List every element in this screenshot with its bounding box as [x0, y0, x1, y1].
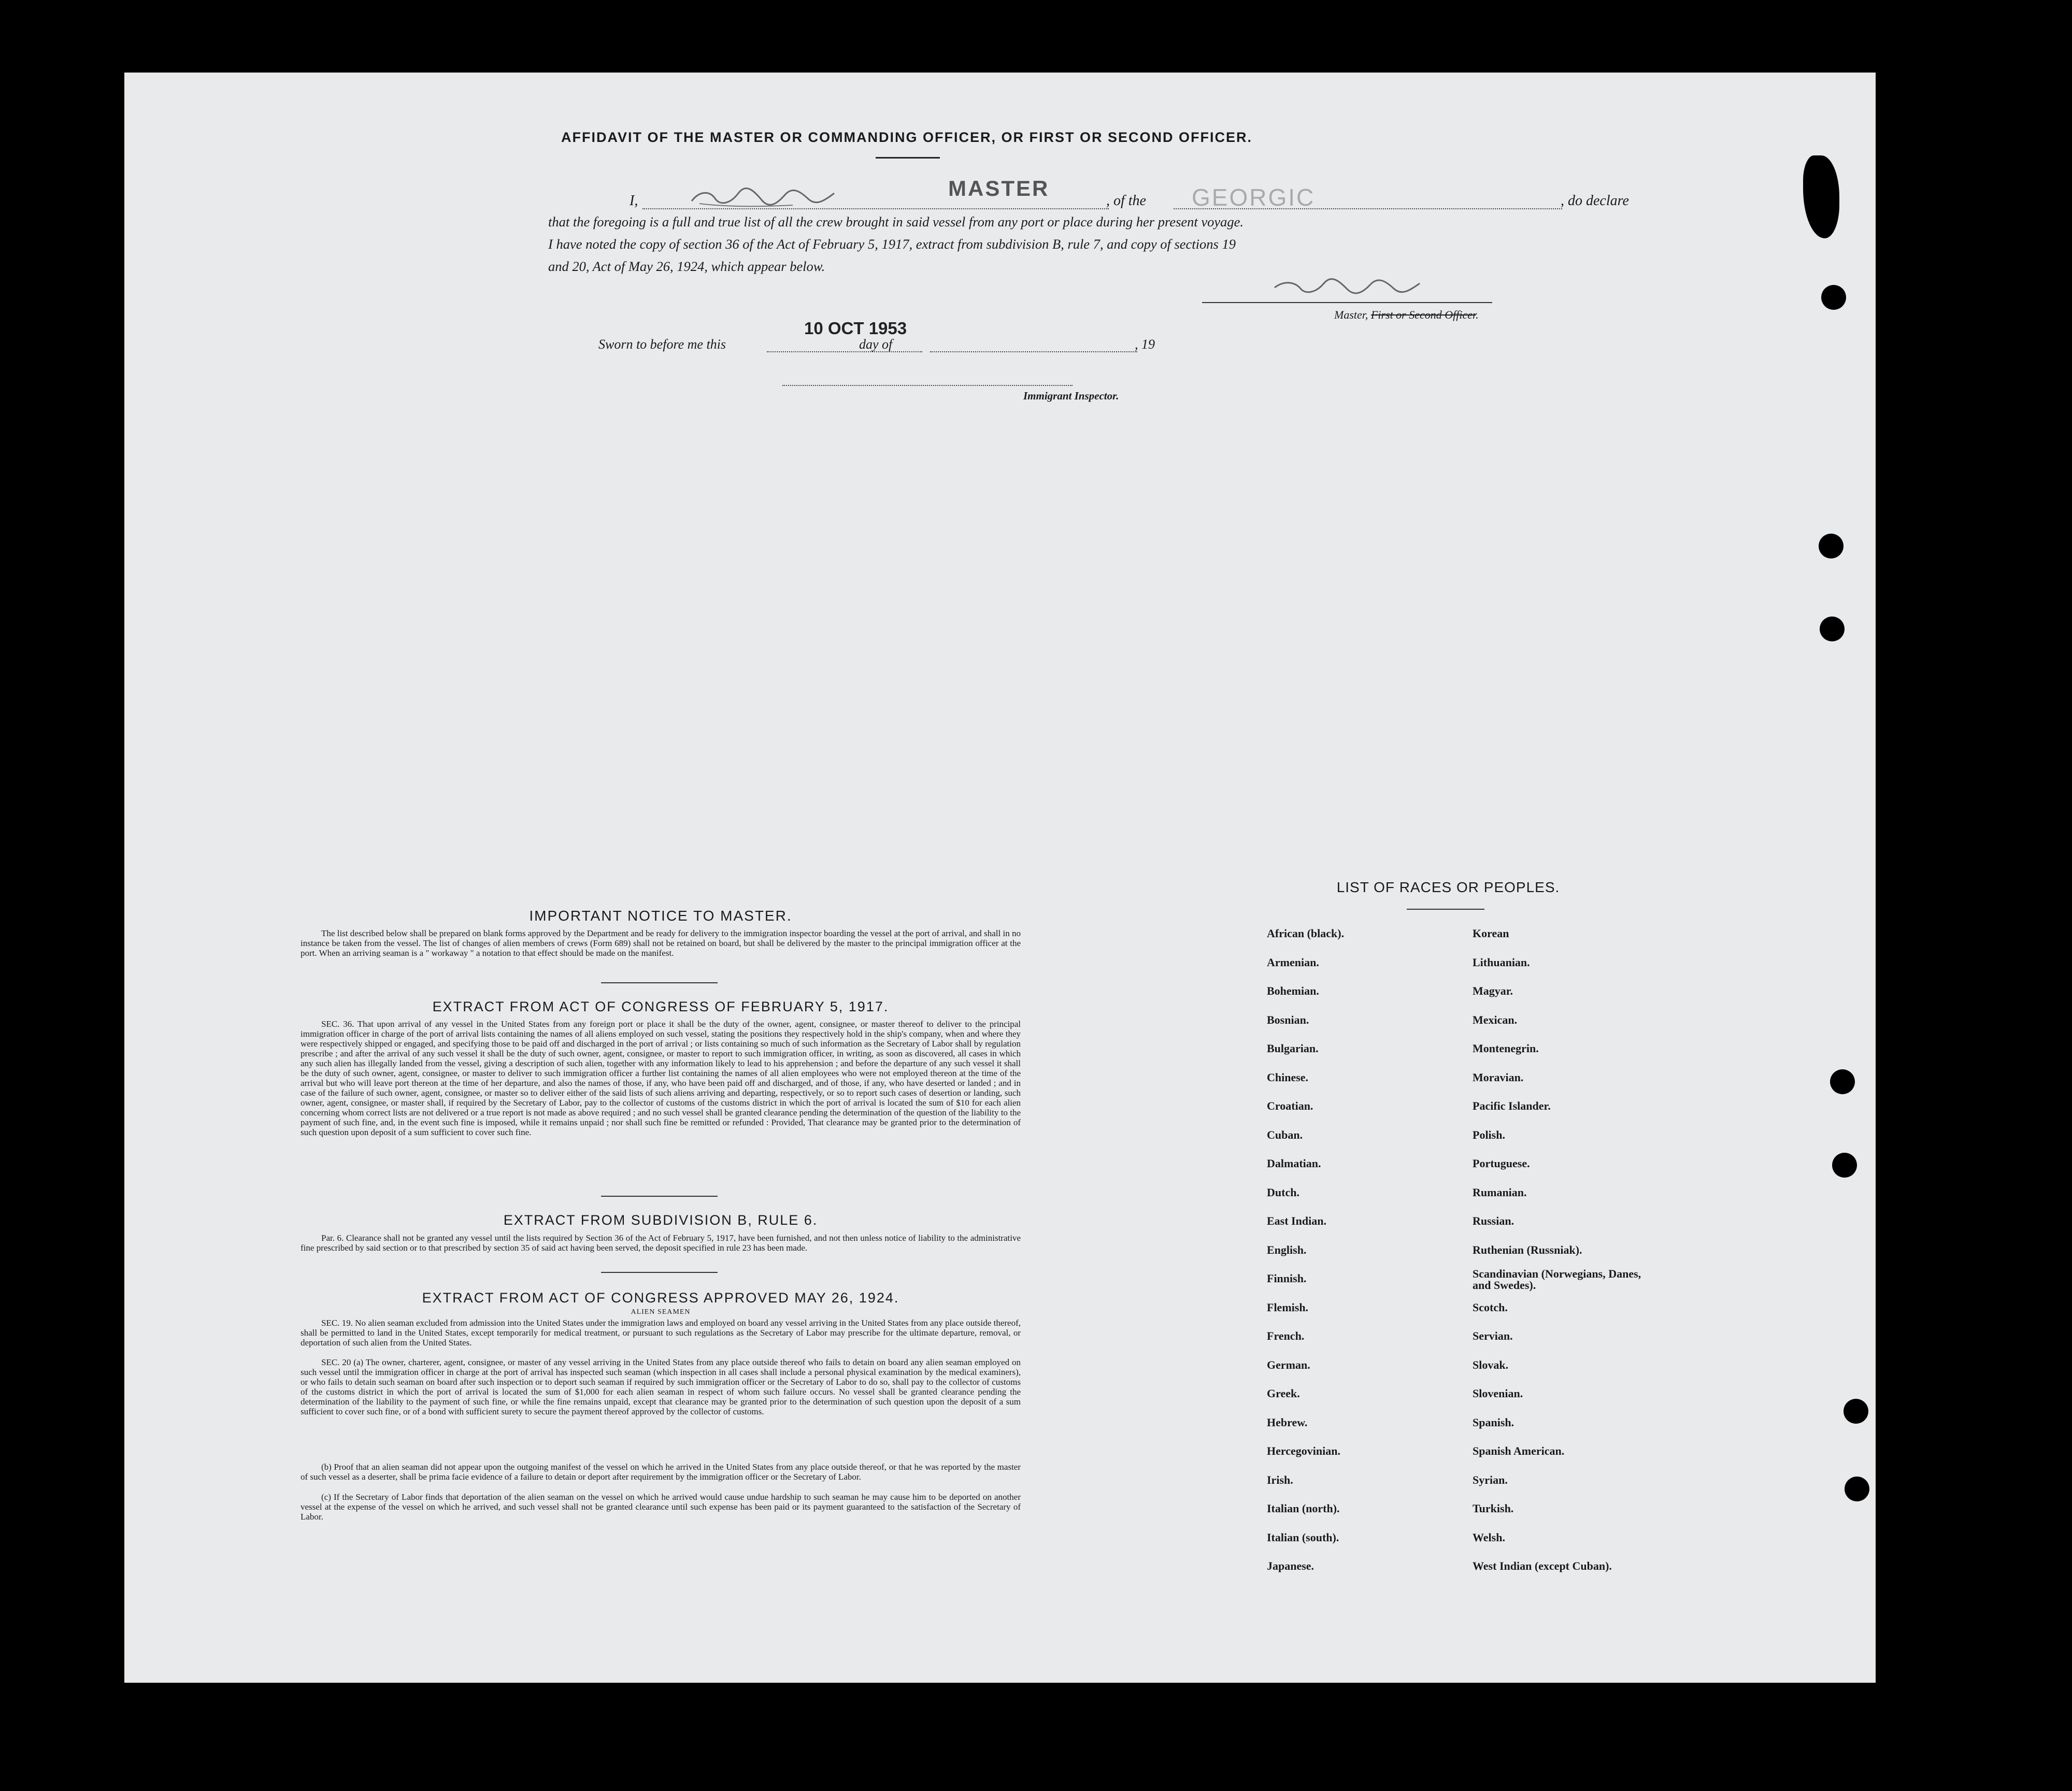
- extract-1924-para-3: (b) Proof that an alien seaman did not appear upon the outgoing manifest of the vessel on which he arrived in the United States from any place outside thereof, or that he was reported by the master of such vessel as a deserter, shall be prima facie evidence of a failure to detain or deport after requirement by the immigration officer or the Secretary of Labor.: [301, 1462, 1021, 1482]
- sworn-month-line: [930, 351, 1137, 352]
- race-item: Moravian.: [1473, 1070, 1524, 1084]
- extract-1924-title: EXTRACT FROM ACT OF CONGRESS APPROVED MAY 26, 1924.: [422, 1290, 899, 1306]
- signer-signature: [1269, 272, 1425, 298]
- binder-hole: [1830, 1069, 1855, 1094]
- race-item: Rumanian.: [1473, 1185, 1527, 1199]
- binder-hole: [1845, 1477, 1869, 1501]
- torn-edge-mark: [1803, 155, 1839, 238]
- race-item: Spanish American.: [1473, 1444, 1565, 1457]
- day-of-label: day of: [859, 337, 893, 352]
- race-item: Polish.: [1473, 1128, 1505, 1141]
- extract-rule6-title: EXTRACT FROM SUBDIVISION B, RULE 6.: [503, 1212, 818, 1228]
- do-declare-label: , do declare: [1561, 193, 1629, 209]
- race-item: French.: [1267, 1329, 1305, 1342]
- races-left-column: [1267, 919, 1344, 1581]
- declaration-line-2: I have noted the copy of section 36 of the Act of February 5, 1917, extract from subdivision B, rule 7, and copy of sections 19: [548, 236, 1236, 252]
- signer-caption: [1334, 308, 1479, 322]
- race-item: Bosnian.: [1267, 1013, 1309, 1026]
- race-item: Scotch.: [1473, 1300, 1508, 1314]
- signer-caption-prefix: Master,: [1334, 308, 1371, 321]
- extract-1924-para-4: (c) If the Secretary of Labor finds that deportation of the alien seaman on the vessel on which he arrived would cause undue hardship to such seaman he may cause him to be deported on another vessel at the expense of the vessel on which he arrived, and such vessel shall not be granted clearance until such expense has been paid or its payment guaranteed to the satisfaction of the Secretary of Labor.: [301, 1492, 1021, 1522]
- binder-hole: [1821, 285, 1846, 310]
- race-item: Cuban.: [1267, 1128, 1303, 1141]
- extract-rule6-divider: [601, 1272, 718, 1273]
- binder-hole: [1844, 1399, 1868, 1424]
- race-item: Dutch.: [1267, 1185, 1299, 1199]
- i-label: I,: [630, 193, 638, 209]
- extract-1917-divider: [601, 1196, 718, 1197]
- of-the-label: , of the: [1106, 193, 1146, 209]
- inspector-caption: Immigrant Inspector.: [1023, 390, 1119, 402]
- race-item: Ruthenian (Russniak).: [1473, 1243, 1582, 1256]
- declaration-line-3: and 20, Act of May 26, 1924, which appear below.: [548, 259, 825, 274]
- rank-stamp: MASTER: [948, 176, 1050, 200]
- race-item: Servian.: [1473, 1329, 1513, 1342]
- document-page: [124, 73, 1876, 1683]
- race-item: Bulgarian.: [1267, 1042, 1319, 1055]
- race-item: Portuguese.: [1473, 1157, 1530, 1170]
- races-title-underline: [1407, 909, 1484, 910]
- notice-title: IMPORTANT NOTICE TO MASTER.: [529, 908, 792, 924]
- binder-hole: [1832, 1153, 1857, 1178]
- extract-1924-para-2: SEC. 20 (a) The owner, charterer, agent, consignee, or master of any vessel arriving in the United States from any place outside thereof who fails to detain on board any alien seaman employed on such vessel until the immigration officer in charge at the port of arrival has inspected such seaman (which inspection in all cases shall include a personal physical examination by the medical examiners), or who fails to detain such seaman on board after such inspection or to deport such seaman if required by such immigration officer or the Secretary of Labor to do so, shall pay to the collector of customs of the customs district in which the port of arrival is located the sum of $1,000 for each alien seaman in respect of whom such failure occurs. No vessel shall be granted clearance pending the determination of the liability to the payment of such fine, or while the fine remains unpaid, except that clearance may be granted prior to the determination of such question upon the deposit of a sum sufficient to cover such fine, or of a bond with sufficient surety to secure the payment thereof approved by the collector of customs.: [301, 1357, 1021, 1416]
- race-item: Croatian.: [1267, 1099, 1313, 1112]
- race-item: Italian (south).: [1267, 1530, 1339, 1544]
- race-item: East Indian.: [1267, 1214, 1326, 1227]
- affidavit-title: AFFIDAVIT OF THE MASTER OR COMMANDING OFFICER, OR FIRST OR SECOND OFFICER.: [561, 130, 1252, 145]
- race-item: Mexican.: [1473, 1013, 1518, 1026]
- binder-hole: [1819, 534, 1844, 558]
- signer-line: [1202, 302, 1492, 303]
- race-item: Syrian.: [1473, 1473, 1508, 1486]
- race-item: Finnish.: [1267, 1272, 1307, 1285]
- race-item: Hebrew.: [1267, 1415, 1308, 1429]
- race-item: Armenian.: [1267, 955, 1319, 969]
- extract-1917-title: EXTRACT FROM ACT OF CONGRESS OF FEBRUARY 5, 1917.: [432, 999, 889, 1014]
- race-item: Japanese.: [1267, 1559, 1314, 1572]
- race-item: Welsh.: [1473, 1530, 1505, 1544]
- extract-rule6-body: Par. 6. Clearance shall not be granted any vessel until the lists required by Section 36 of the Act of February 5, 1917, have been furnished, and not then unless notice of liability to the administrative fine prescribed by said section or to that prescribed by section 35 of said act having been served, the deposit specified in rule 23 has been made.: [301, 1233, 1021, 1253]
- race-item: African (black).: [1267, 927, 1345, 940]
- races-title: LIST OF RACES OR PEOPLES.: [1336, 879, 1560, 895]
- race-item: Lithuanian.: [1473, 955, 1530, 969]
- date-stamp: 10 OCT 1953: [804, 319, 907, 338]
- race-item: Turkish.: [1473, 1502, 1514, 1515]
- declaration-line-1: that the foregoing is a full and true list of all the crew brought in said vessel from any port or place during her present voyage.: [548, 214, 1244, 230]
- extract-1924-subtitle: ALIEN SEAMEN: [631, 1308, 691, 1316]
- master-signature: [689, 180, 839, 211]
- extract-1917-body: SEC. 36. That upon arrival of any vessel in the United States from any foreign port or place it shall be the duty of the owner, agent, consignee, or master thereof to deliver to the principal immigration officer in charge of the port of arrival lists containing the names of all aliens employed on such vessel, stating the positions they respectively hold in the ship's company, when and where they were respectively shipped or engaged, and specifying those to be paid off and discharged in the port of arrival ; or lists containing so much of such information as the Secretary of Labor shall by regulation prescribe ; and after the arrival of any such vessel it shall be the duty of such owner, agent, consignee, or master to report to such immigration officer, in writing, as soon as discovered, all cases in which any such alien has illegally landed from the vessel, giving a description of such alien, together with any information likely to lead to his apprehension ; and before the departure of any such vessel it shall be the duty of such owner, agent, consignee, or master to deliver to such immigration officer a further list containing the names of all alien employees who were not employed thereon at the time of the arrival but who will leave port thereon at the time of her departure, and also the names of those, if any, who have been paid off and discharged, and of those, if any, who have deserted or landed ; and in case of the failure of such owner, agent, consignee, or master so to deliver either of the said lists of such aliens arriving and departing, respectively, or so to report such cases of desertion or landing, such owner, agent, consignee, or master shall, if required by the Secretary of Labor, pay to the collector of customs of the customs district in which the port of arrival is located the sum of $10 for each alien concerning whom correct lists are not delivered or a true report is not made as above required ; and no such vessel shall be granted clearance pending the determination of the question of the liability to the payment of such fine, and, in the event such fine is imposed, while it remains unpaid ; nor shall such fine be remitted or refunded : Provided, That clearance may be granted prior to the determination of such question upon deposit of a sum sufficient to cover such fine.: [301, 1019, 1021, 1137]
- race-item: Flemish.: [1267, 1300, 1309, 1314]
- signer-caption-struck: First or Second Officer: [1370, 308, 1476, 321]
- race-item: Slovenian.: [1473, 1387, 1523, 1400]
- title-underline: [876, 157, 940, 159]
- race-item: Russian.: [1473, 1214, 1514, 1227]
- races-right-column: [1473, 919, 1649, 1581]
- race-item: Greek.: [1267, 1387, 1300, 1400]
- race-item: Bohemian.: [1267, 984, 1319, 997]
- race-item: Dalmatian.: [1267, 1157, 1321, 1170]
- sworn-day-line: [767, 351, 922, 352]
- race-item: Italian (north).: [1267, 1502, 1340, 1515]
- race-item: Pacific Islander.: [1473, 1099, 1551, 1112]
- race-item: Scandinavian (Norwegians, Danes, and Swedes).: [1473, 1267, 1641, 1292]
- vessel-stamp: GEORGIC: [1192, 184, 1316, 211]
- inspector-line: [782, 385, 1073, 386]
- race-item: Korean: [1473, 927, 1509, 940]
- notice-body: The list described below shall be prepared on blank forms approved by the Department and be ready for delivery to the immigration inspector boarding the vessel at the port of arrival, and shall in no instance be taken from the vessel. The list of changes of alien members of crews (Form 689) shall not be retained on board, but shall be delivered by the master to the principal immigration officer at the port. When an arriving seaman is a " workaway " a notation to that effect should be made on the manifest.: [301, 928, 1021, 958]
- race-item: German.: [1267, 1358, 1310, 1371]
- race-item: Magyar.: [1473, 984, 1513, 997]
- race-item: Spanish.: [1473, 1415, 1514, 1429]
- race-item: West Indian (except Cuban).: [1473, 1559, 1612, 1572]
- race-item: Chinese.: [1267, 1070, 1309, 1084]
- sworn-label: Sworn to before me this: [598, 337, 726, 352]
- race-item: Hercegovinian.: [1267, 1444, 1340, 1457]
- race-item: Montenegrin.: [1473, 1042, 1539, 1055]
- signer-caption-suffix: .: [1476, 308, 1479, 321]
- year-label: , 19: [1135, 337, 1155, 352]
- binder-hole: [1820, 617, 1845, 641]
- extract-1924-para-1: SEC. 19. No alien seaman excluded from admission into the United States under the immigration laws and employed on board any vessel arriving in the United States from any place outside thereof, shall be permitted to land in the United States, except temporarily for medical treatment, or pursuant to such regulations as the Secretary of Labor may prescribe for the ultimate departure, removal, or deportation of such alien from the United States.: [301, 1318, 1021, 1348]
- race-item: Slovak.: [1473, 1358, 1509, 1371]
- notice-divider: [601, 982, 718, 983]
- race-item: English.: [1267, 1243, 1307, 1256]
- race-item: Irish.: [1267, 1473, 1293, 1486]
